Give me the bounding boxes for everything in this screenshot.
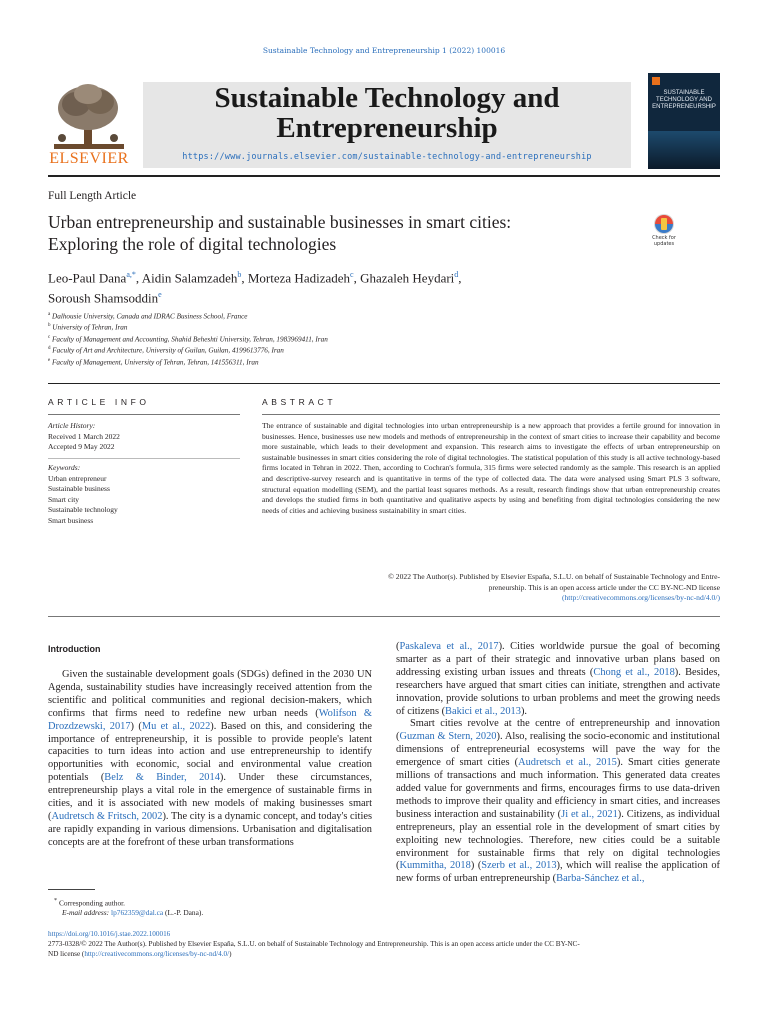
header-divider xyxy=(48,175,720,177)
journal-title xyxy=(143,82,631,143)
author-name: Ghazaleh Heydari xyxy=(360,270,455,286)
text-run: ). Citizens, as individual entrepreneurs, play an essential role in the development of smart cities by exploiting new technologies. Therefore, new cities could be a suitable environment for sustainable firms that rely on digital technologies ( xyxy=(396,808,720,872)
citation-link[interactable]: Paskaleva et al., 2017 xyxy=(399,641,499,652)
author-name: Morteza Hadizadeh xyxy=(247,270,351,286)
text-run: ) ( xyxy=(470,860,482,872)
cover-title-line3: ENTREPRENEURSHIP xyxy=(652,104,716,110)
text-run: ). The city is a dynamic concept, and today's cities are rapidly expanding in various dimensions. Urbanisation and digitalisation concepts are at the forefront of these urban transformations xyxy=(48,810,372,848)
cover-title-line1: SUSTAINABLE xyxy=(663,90,705,96)
abstract-end-divider xyxy=(48,616,720,617)
author-affil-mark[interactable]: e xyxy=(158,290,162,300)
affiliation-text: Dalhousie University, Canada and IDRAC Business School, France xyxy=(52,312,248,321)
article-title-line1: Urban entrepreneurship and sustainable businesses in smart cities: xyxy=(48,212,512,232)
keyword-item: Sustainable technology xyxy=(48,505,118,514)
abstract-copyright xyxy=(262,572,720,604)
article-type: Full Length Article xyxy=(48,190,137,202)
affiliation-text: Faculty of Management and Accounting, Shahid Beheshti University, Tehran, 1983969411, Iran xyxy=(52,335,328,344)
author-name: Aidin Salamzadeh xyxy=(141,270,238,286)
affiliation-mark: a xyxy=(48,312,51,317)
citation-link[interactable]: Belz & Binder, 2014 xyxy=(104,772,220,784)
affiliation-item xyxy=(48,333,728,344)
author-affil-mark[interactable]: d xyxy=(454,270,459,279)
accepted-date: Accepted 9 May 2022 xyxy=(48,442,115,451)
affiliation-mark: b xyxy=(48,323,51,329)
crossmark-icon xyxy=(646,213,682,235)
affiliation-mark: d xyxy=(48,346,51,352)
copyright-line2: preneurship. This is an open access article under the CC BY-NC-ND license xyxy=(488,582,720,592)
author-name: Leo-Paul Dana xyxy=(48,270,127,286)
author-separator: , xyxy=(353,270,361,286)
received-date: Received 1 March 2022 xyxy=(48,431,120,441)
footnote-mark: * xyxy=(54,898,58,904)
email-link[interactable]: lp762359@dal.ca xyxy=(111,908,164,918)
citation-link[interactable]: Szerb et al., 2013 xyxy=(481,860,557,872)
cover-title-line2: TECHNOLOGY AND xyxy=(656,97,712,103)
affiliation-text: Faculty of Art and Architecture, University of Guilan, Guilan, 4199613776, Iran xyxy=(52,346,284,355)
history-label: Article History: xyxy=(48,421,96,430)
citation-link[interactable]: Kummitha, 2018 xyxy=(399,860,471,872)
text-run: ). Smart cities generate millions of transactions and much information. This generated data creates added value for governments and firms, encourages firms to use data-driven methods to improve their quality and efficiency in smart cities, and increases business interaction and sustainability ( xyxy=(396,757,720,820)
doi-link[interactable]: https://doi.org/10.1016/j.stae.2022.100016 xyxy=(48,930,171,938)
journal-title-line2: Entrepreneurship xyxy=(276,112,498,144)
keyword-item: Smart business xyxy=(48,515,94,525)
affiliation-item xyxy=(48,310,728,321)
copyright-line1: © 2022 The Author(s). Published by Elsevier España, S.L.U. on behalf of Sustainable Technology and Entre- xyxy=(388,572,720,581)
footnote-divider xyxy=(48,889,95,890)
text-run: ). Cities worldwide pursue the goal of becoming smarter as a part of their strategic and innovative urban plans based on addressing existing urban issues and threats ( xyxy=(396,641,720,678)
citation-link[interactable]: Bakici et al., 2013 xyxy=(445,705,521,717)
keyword-item: Smart city xyxy=(48,494,80,504)
abstract-heading: ABSTRACT xyxy=(262,397,337,407)
affiliation-item xyxy=(48,321,728,332)
author-separator: , xyxy=(458,270,462,286)
paragraph xyxy=(396,718,720,886)
author-separator: , xyxy=(241,270,248,286)
paragraph xyxy=(396,641,720,718)
text-run: ), which will realise the application of new forms of urban entrepreneurship ( xyxy=(396,860,720,885)
article-info-divider xyxy=(48,414,240,415)
text-run: ( xyxy=(396,641,400,652)
text-run: ). Besides, researchers have argued that smart cities can initiate, strengthen and activate innovation, provide solutions to urban problems and meet the growing needs of citizens ( xyxy=(396,666,720,717)
citation-link[interactable]: Barba-Sánchez et al., xyxy=(556,873,645,885)
text-run: ). Also, realising the socio-economic and institutional dimensions of entrepreneurial ecosystems will pave the way for the emergence of smart cities ( xyxy=(396,731,721,769)
journal-title-line1: Sustainable Technology and xyxy=(214,82,560,114)
journal-citation[interactable]: Sustainable Technology and Entrepreneurship 1 (2022) 100016 xyxy=(262,46,506,55)
text-run: ) ( xyxy=(130,720,142,732)
license-prefix: ND license ( xyxy=(48,950,85,958)
cover-title xyxy=(650,90,718,111)
license-suffix: ) xyxy=(229,950,232,958)
text-run: Given the sustainable development goals (SDGs) defined in the 2030 UN Agenda, sustainability studies have increasingly received attention from the scientific and political communities and regional decision-makers, which confirms that firms need to redefine new urban needs ( xyxy=(48,669,372,719)
paragraph xyxy=(48,669,372,850)
keyword-item: Sustainable business xyxy=(48,484,110,493)
journal-url-link[interactable]: https://www.journals.elsevier.com/sustainable-technology-and-entrepreneurship xyxy=(182,152,592,162)
affiliation-mark: c xyxy=(48,334,51,340)
introduction-heading: Introduction xyxy=(48,644,101,654)
author-affil-mark[interactable]: c xyxy=(350,270,354,279)
elsevier-logo[interactable] xyxy=(48,82,130,168)
article-title-line2: Exploring the role of digital technologies xyxy=(48,234,337,254)
footnote-text: Corresponding author. xyxy=(58,898,126,908)
affiliation-text: Faculty of Management, University of Tehran, Tehran, 141556311, Iran xyxy=(52,357,259,366)
corresponding-author-footnote xyxy=(48,896,203,918)
citation-link[interactable]: Guzman & Stern, 2020 xyxy=(399,731,497,743)
affiliation-list xyxy=(48,310,728,367)
license-link[interactable]: (http://creativecommons.org/licenses/by-nc-nd/4.0/) xyxy=(561,593,720,603)
cover-graphic xyxy=(648,131,720,169)
affiliation-text: University of Tehran, Iran xyxy=(52,323,128,332)
keywords-divider xyxy=(48,458,240,459)
keyword-item: Urban entrepreneur xyxy=(48,473,107,483)
body-column-right xyxy=(396,641,720,886)
page-footer xyxy=(48,929,720,959)
author-list xyxy=(48,266,668,307)
keywords-label: Keywords: xyxy=(48,463,81,472)
check-for-updates-badge[interactable] xyxy=(646,213,682,247)
abstract-text: The entrance of sustainable and digital technologies into urban entrepreneurship is a new approach that provides a fertile ground for innovation in businesses. Hence, businesses use new models and methods of entrepreneurship in the context of smart cities to increase their capability and become more sustainable, which leads to their development and expansion. This research aims to investigate the effects of urban entrepreneurship on sustainable businesses in smart cities considering the role of digital technologies. The statistical population of this study is all active technology-based firms located in Tehran in 2022. Then, according to Cochran's formula, 315 firms were selected randomly as the sample. This research is an applied and descriptive-survey research and is quantitative in terms of the type of collected data. The data were analysed using Smart PLS 3 software, structural equation modelling (SEM), and the partial least squares methods. As a result, research findings show that urban entrepreneurship creates and develops the studied firms in both quantitative and qualitative aspects by using and benefiting from digital technologies considering the new needs of cities and achieving business sustainability in smart cities. xyxy=(262,421,720,515)
cover-logo-mark xyxy=(652,77,660,85)
author-affil-mark[interactable]: a,* xyxy=(126,270,136,279)
text-run: ). xyxy=(520,705,527,717)
section-divider xyxy=(48,383,720,384)
crossmark-label-line2: updates xyxy=(653,241,675,247)
keywords xyxy=(48,463,118,526)
affiliation-item xyxy=(48,356,728,367)
email-label: E-mail address: xyxy=(62,908,110,918)
citation-link[interactable]: Chong et al., 2018 xyxy=(593,666,675,678)
body-column-left xyxy=(48,669,372,850)
author-affil-mark[interactable]: b xyxy=(237,270,242,279)
citation-link[interactable]: Ji et al., 2021 xyxy=(561,808,618,820)
text-run: Smart cities revolve at the centre of entrepreneurship and innovation ( xyxy=(396,718,720,743)
citation-link[interactable]: Wolifson & Drozdzewski, 2017 xyxy=(48,707,372,732)
crossmark-label-line1: Check for xyxy=(652,235,676,241)
author-name: Soroush Shamsoddin xyxy=(48,290,159,306)
article-history xyxy=(48,421,120,453)
citation-link[interactable]: Audretsch & Fritsch, 2002 xyxy=(51,810,163,822)
author-separator: , xyxy=(135,270,142,286)
elsevier-wordmark: ELSEVIER xyxy=(49,150,129,167)
email-tail: (L.-P. Dana). xyxy=(165,908,204,918)
citation-link[interactable]: Mu et al., 2022 xyxy=(141,720,211,732)
affiliation-item xyxy=(48,344,728,355)
text-run: ). Under these circumstances, entrepreneurship plays a vital role in the emergence of sustainable firms in cities, and it is associated with new models of making businesses smart ( xyxy=(48,772,372,822)
journal-cover-image[interactable] xyxy=(648,73,720,169)
license-text: 2773-0328/© 2022 The Author(s). Published by Elsevier España, S.L.U. on behalf of Sustainable Technology and Entrepreneurship. This is an open access article under the CC BY-NC- xyxy=(48,940,580,948)
text-run: ). Based on this, and considering the importance of entrepreneurship, it is possible to provide people's latent capacities to turn ideas into action and use entrepreneurship to identify opportunities with economic, social and environmental value creation potentials ( xyxy=(48,720,372,784)
article-title xyxy=(48,211,608,255)
citation-link[interactable]: Audretsch et al., 2015 xyxy=(518,757,617,769)
affiliation-mark: e xyxy=(48,357,51,363)
abstract-divider xyxy=(262,414,720,415)
license-footer-link[interactable]: http://creativecommons.org/licenses/by-nc-nd/4.0/ xyxy=(84,950,230,958)
article-info-heading: ARTICLE INFO xyxy=(48,397,150,407)
